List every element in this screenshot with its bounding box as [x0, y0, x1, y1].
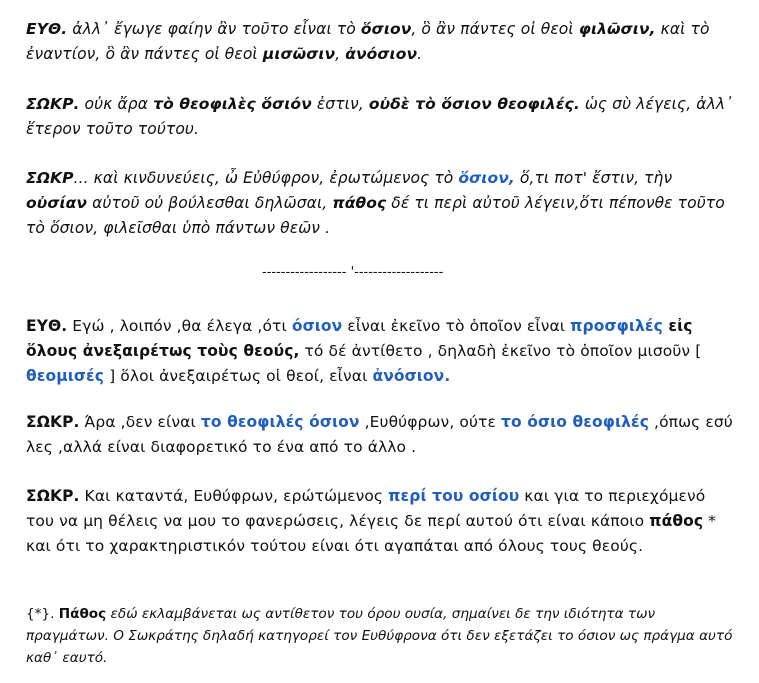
highlighted-term: θεομισές: [26, 367, 105, 385]
highlighted-term: ὅσιον,: [458, 169, 515, 187]
bold-term: οὐδὲ τὸ ὅσιον θεοφιλές.: [368, 95, 580, 113]
bold-term: ἀνόσιον: [345, 45, 418, 63]
paragraph-euthyphro-2: [26, 314, 736, 389]
bold-term: πάθος: [332, 194, 387, 212]
bold-term: Πάθος: [58, 606, 107, 622]
text-span: ] ὅλοι ἀνεξαιρέτως οἱ θεοί, εἶναι: [104, 367, 373, 385]
text-span: τό δέ ἀντίθετο , δηλαδὴ ἐκεῖνο τὸ ὁποῖον μισοῦν [: [299, 342, 702, 360]
footnote-text: εδώ εκλαμβάνεται ως αντίθετον του όρου ουσία, σημαίνει δε την ιδιότητα των πραγμάτων. Ο Σωκράτης δηλαδή κατηγορεί τον Ευθύφρονα ότι δεν εξετάζει το όσιον ως πράγμα αυτό καθ᾽ εαυτό.: [26, 606, 733, 666]
highlighted-term: το θεοφιλές όσιον: [200, 413, 360, 431]
text-span: Άρα ,δεν είναι: [79, 413, 201, 431]
bold-term: φιλῶσιν,: [578, 20, 656, 38]
text-span: ἀλλ᾽ ἔγωγε φαίην ἂν τοῦτο εἶναι τὸ: [67, 20, 361, 38]
text-span: δέ τι περὶ αὐτοῦ λέγειν,ὅτι πέπονθε τοῦτο τὸ ὅσιον, φιλεῖσθαι ὑπὸ πάντων θεῶν .: [26, 194, 725, 237]
bold-term: τὸ θεοφιλὲς ὅσιόν: [153, 95, 312, 113]
footnote: [26, 603, 736, 669]
text-span: * και ότι το χαρακτηριστικόν τούτου είναι ότι αγαπάται από όλους τους θεούς.: [26, 512, 717, 555]
highlighted-term: ἀνόσιον.: [372, 367, 451, 385]
text-span: καὶ τὸ ἐναντίον, ὃ ἂν πάντες οἱ θεοὶ: [26, 20, 710, 63]
text-span: Και καταντά, Ευθύφρων, ερώτώμενος: [79, 487, 389, 505]
paragraph-socrates-4: [26, 484, 736, 559]
highlighted-term: το όσιο θεοφιλές: [500, 413, 650, 431]
speaker-label: ΣΩΚΡ.: [26, 95, 80, 113]
text-span: ἐστιν,: [311, 95, 369, 113]
speaker-label: ΕΥΘ.: [26, 317, 68, 335]
paragraph-socrates-2: [26, 166, 736, 241]
text-span: ... καὶ κινδυνεύεις, ὦ Εὐθύφρον, ἐρωτώμενος τὸ: [73, 169, 459, 187]
highlighted-term: περί του οσίου: [388, 487, 520, 505]
text-span: και για το περιεχόμενό του να μη θέλεις να μου το φανερώσεις, λέγεις δε περί αυτού ότι είναι κάποιο: [26, 487, 706, 530]
text-span: .: [417, 45, 423, 63]
bold-term: εἰς ὅλους ἀνεξαιρέτως τοὺς θεούς,: [26, 317, 693, 360]
speaker-label: ΣΩΚΡ.: [26, 487, 80, 505]
text-span: ,όπως εσύ λες ,αλλά είναι διαφορετικό το ένα από το άλλο .: [26, 413, 733, 456]
speaker-label: ΣΩΚΡ.: [26, 413, 80, 431]
text-span: Εγώ , λοιπόν ,θα έλεγα ,ότι: [67, 317, 292, 335]
text-span: , ὃ ἂν πάντες οἱ θεοὶ: [411, 20, 579, 38]
text-span: εἶναι ἐκεῖνο τὸ ὁποῖον εἶναι: [342, 317, 571, 335]
bold-term: μισῶσιν: [262, 45, 336, 63]
paragraph-euthyphro-1: [26, 17, 736, 67]
text-span: ὅ,τι ποτ' ἔστιν, τὴν: [514, 169, 673, 187]
text-span: αὐτοῦ οὐ βούλεσθαι δηλῶσαι,: [87, 194, 333, 212]
speaker-label: ΣΩΚΡ: [26, 169, 74, 187]
highlighted-term: όσιον: [291, 317, 343, 335]
text-span: οὐκ ἄρα: [79, 95, 154, 113]
bold-term: ὅσιον: [360, 20, 412, 38]
bold-term: πάθος: [649, 512, 704, 530]
text-span: ,: [335, 45, 346, 63]
paragraph-socrates-1: [26, 92, 736, 142]
footnote-marker: {*}.: [26, 606, 59, 622]
bold-term: οὐσίαν: [26, 194, 88, 212]
text-span: ὡς σὺ λέγεις, ἀλλ᾽ ἕτερον τοῦτο τούτου.: [26, 95, 733, 138]
paragraph-socrates-3: [26, 410, 736, 460]
text-span: ,Ευθύφρων, ούτε: [359, 413, 501, 431]
section-separator: ------------------ '-------------------: [262, 265, 444, 280]
highlighted-term: προσφιλές: [570, 317, 663, 335]
speaker-label: ΕΥΘ.: [26, 20, 68, 38]
